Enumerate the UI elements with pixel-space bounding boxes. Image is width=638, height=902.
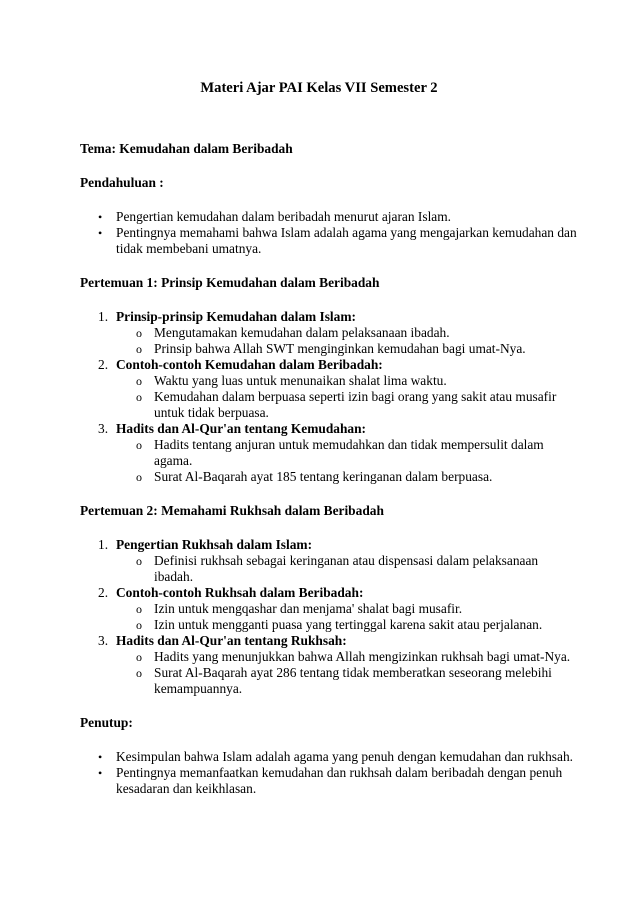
section-title: Contoh-contoh Kemudahan dalam Beribadah: bbox=[116, 357, 383, 372]
penutup-heading: Penutup: bbox=[80, 715, 133, 730]
pendahuluan-heading: Pendahuluan : bbox=[80, 175, 164, 190]
section-title: Hadits dan Al-Qur'an tentang Rukhsah: bbox=[116, 633, 347, 648]
penutup-item-2-line-2: kesadaran dan keikhlasan. bbox=[116, 781, 257, 796]
sub-marker: o bbox=[136, 374, 142, 388]
sub-item: Surat Al-Baqarah ayat 185 tentang keringanan dalam berpuasa. bbox=[154, 469, 493, 484]
sub-item-continuation: untuk tidak berpuasa. bbox=[154, 405, 269, 420]
sub-item: Mengutamakan kemudahan dalam pelaksanaan ibadah. bbox=[154, 325, 450, 340]
bullet-marker: • bbox=[98, 226, 103, 240]
bullet-marker: • bbox=[98, 766, 103, 780]
sub-marker: o bbox=[136, 602, 142, 616]
bullet-marker: • bbox=[98, 750, 103, 764]
sub-marker: o bbox=[136, 342, 142, 356]
pertemuan1-heading: Pertemuan 1: Prinsip Kemudahan dalam Beribadah bbox=[80, 275, 380, 290]
section-number: 2. bbox=[98, 357, 109, 372]
sub-marker: o bbox=[136, 554, 142, 568]
sub-item: Surat Al-Baqarah ayat 286 tentang tidak memberatkan seseorang melebihi bbox=[154, 665, 552, 680]
sub-item: Izin untuk mengqashar dan menjama' shalat bagi musafir. bbox=[154, 601, 463, 616]
sub-marker: o bbox=[136, 618, 142, 632]
tema-heading: Tema: Kemudahan dalam Beribadah bbox=[80, 141, 293, 156]
sub-item-continuation: kemampuannya. bbox=[154, 681, 243, 696]
pendahuluan-item-2-line-1: Pentingnya memahami bahwa Islam adalah agama yang mengajarkan kemudahan dan bbox=[116, 225, 577, 240]
section-number: 3. bbox=[98, 633, 109, 648]
sub-marker: o bbox=[136, 438, 142, 452]
pertemuan2-heading: Pertemuan 2: Memahami Rukhsah dalam Beribadah bbox=[80, 503, 384, 518]
sub-item: Hadits yang menunjukkan bahwa Allah mengizinkan rukhsah bagi umat-Nya. bbox=[154, 649, 571, 664]
section-title: Prinsip-prinsip Kemudahan dalam Islam: bbox=[116, 309, 356, 324]
section-title: Hadits dan Al-Qur'an tentang Kemudahan: bbox=[116, 421, 367, 436]
pendahuluan-item-2-line-2: tidak membebani umatnya. bbox=[116, 241, 262, 256]
penutup-item-1: Kesimpulan bahwa Islam adalah agama yang penuh dengan kemudahan dan rukhsah. bbox=[116, 749, 573, 764]
pendahuluan-item-1: Pengertian kemudahan dalam beribadah menurut ajaran Islam. bbox=[116, 209, 452, 224]
section-number: 3. bbox=[98, 421, 109, 436]
sub-marker: o bbox=[136, 390, 142, 404]
sub-item: Prinsip bahwa Allah SWT menginginkan kemudahan bagi umat-Nya. bbox=[154, 341, 526, 356]
section-title: Contoh-contoh Rukhsah dalam Beribadah: bbox=[116, 585, 364, 600]
sub-item: Definisi rukhsah sebagai keringanan atau dispensasi dalam pelaksanaan bbox=[154, 553, 539, 568]
sub-marker: o bbox=[136, 666, 142, 680]
section-number: 1. bbox=[98, 537, 109, 552]
sub-item-continuation: agama. bbox=[154, 453, 193, 468]
sub-marker: o bbox=[136, 326, 142, 340]
section-number: 1. bbox=[98, 309, 109, 324]
section-title: Pengertian Rukhsah dalam Islam: bbox=[116, 537, 313, 552]
bullet-marker: • bbox=[98, 210, 103, 224]
sub-item: Kemudahan dalam berpuasa seperti izin bagi orang yang sakit atau musafir bbox=[154, 389, 557, 404]
sub-item: Izin untuk mengganti puasa yang tertinggal karena sakit atau perjalanan. bbox=[154, 617, 543, 632]
penutup-item-2-line-1: Pentingnya memanfaatkan kemudahan dan rukhsah dalam beribadah dengan penuh bbox=[116, 765, 563, 780]
sub-item: Hadits tentang anjuran untuk memudahkan dan tidak mempersulit dalam bbox=[154, 437, 544, 452]
document-title: Materi Ajar PAI Kelas VII Semester 2 bbox=[200, 80, 438, 96]
sub-marker: o bbox=[136, 650, 142, 664]
section-number: 2. bbox=[98, 585, 109, 600]
sub-item-continuation: ibadah. bbox=[154, 569, 194, 584]
sub-item: Waktu yang luas untuk menunaikan shalat lima waktu. bbox=[154, 373, 447, 388]
sub-marker: o bbox=[136, 470, 142, 484]
